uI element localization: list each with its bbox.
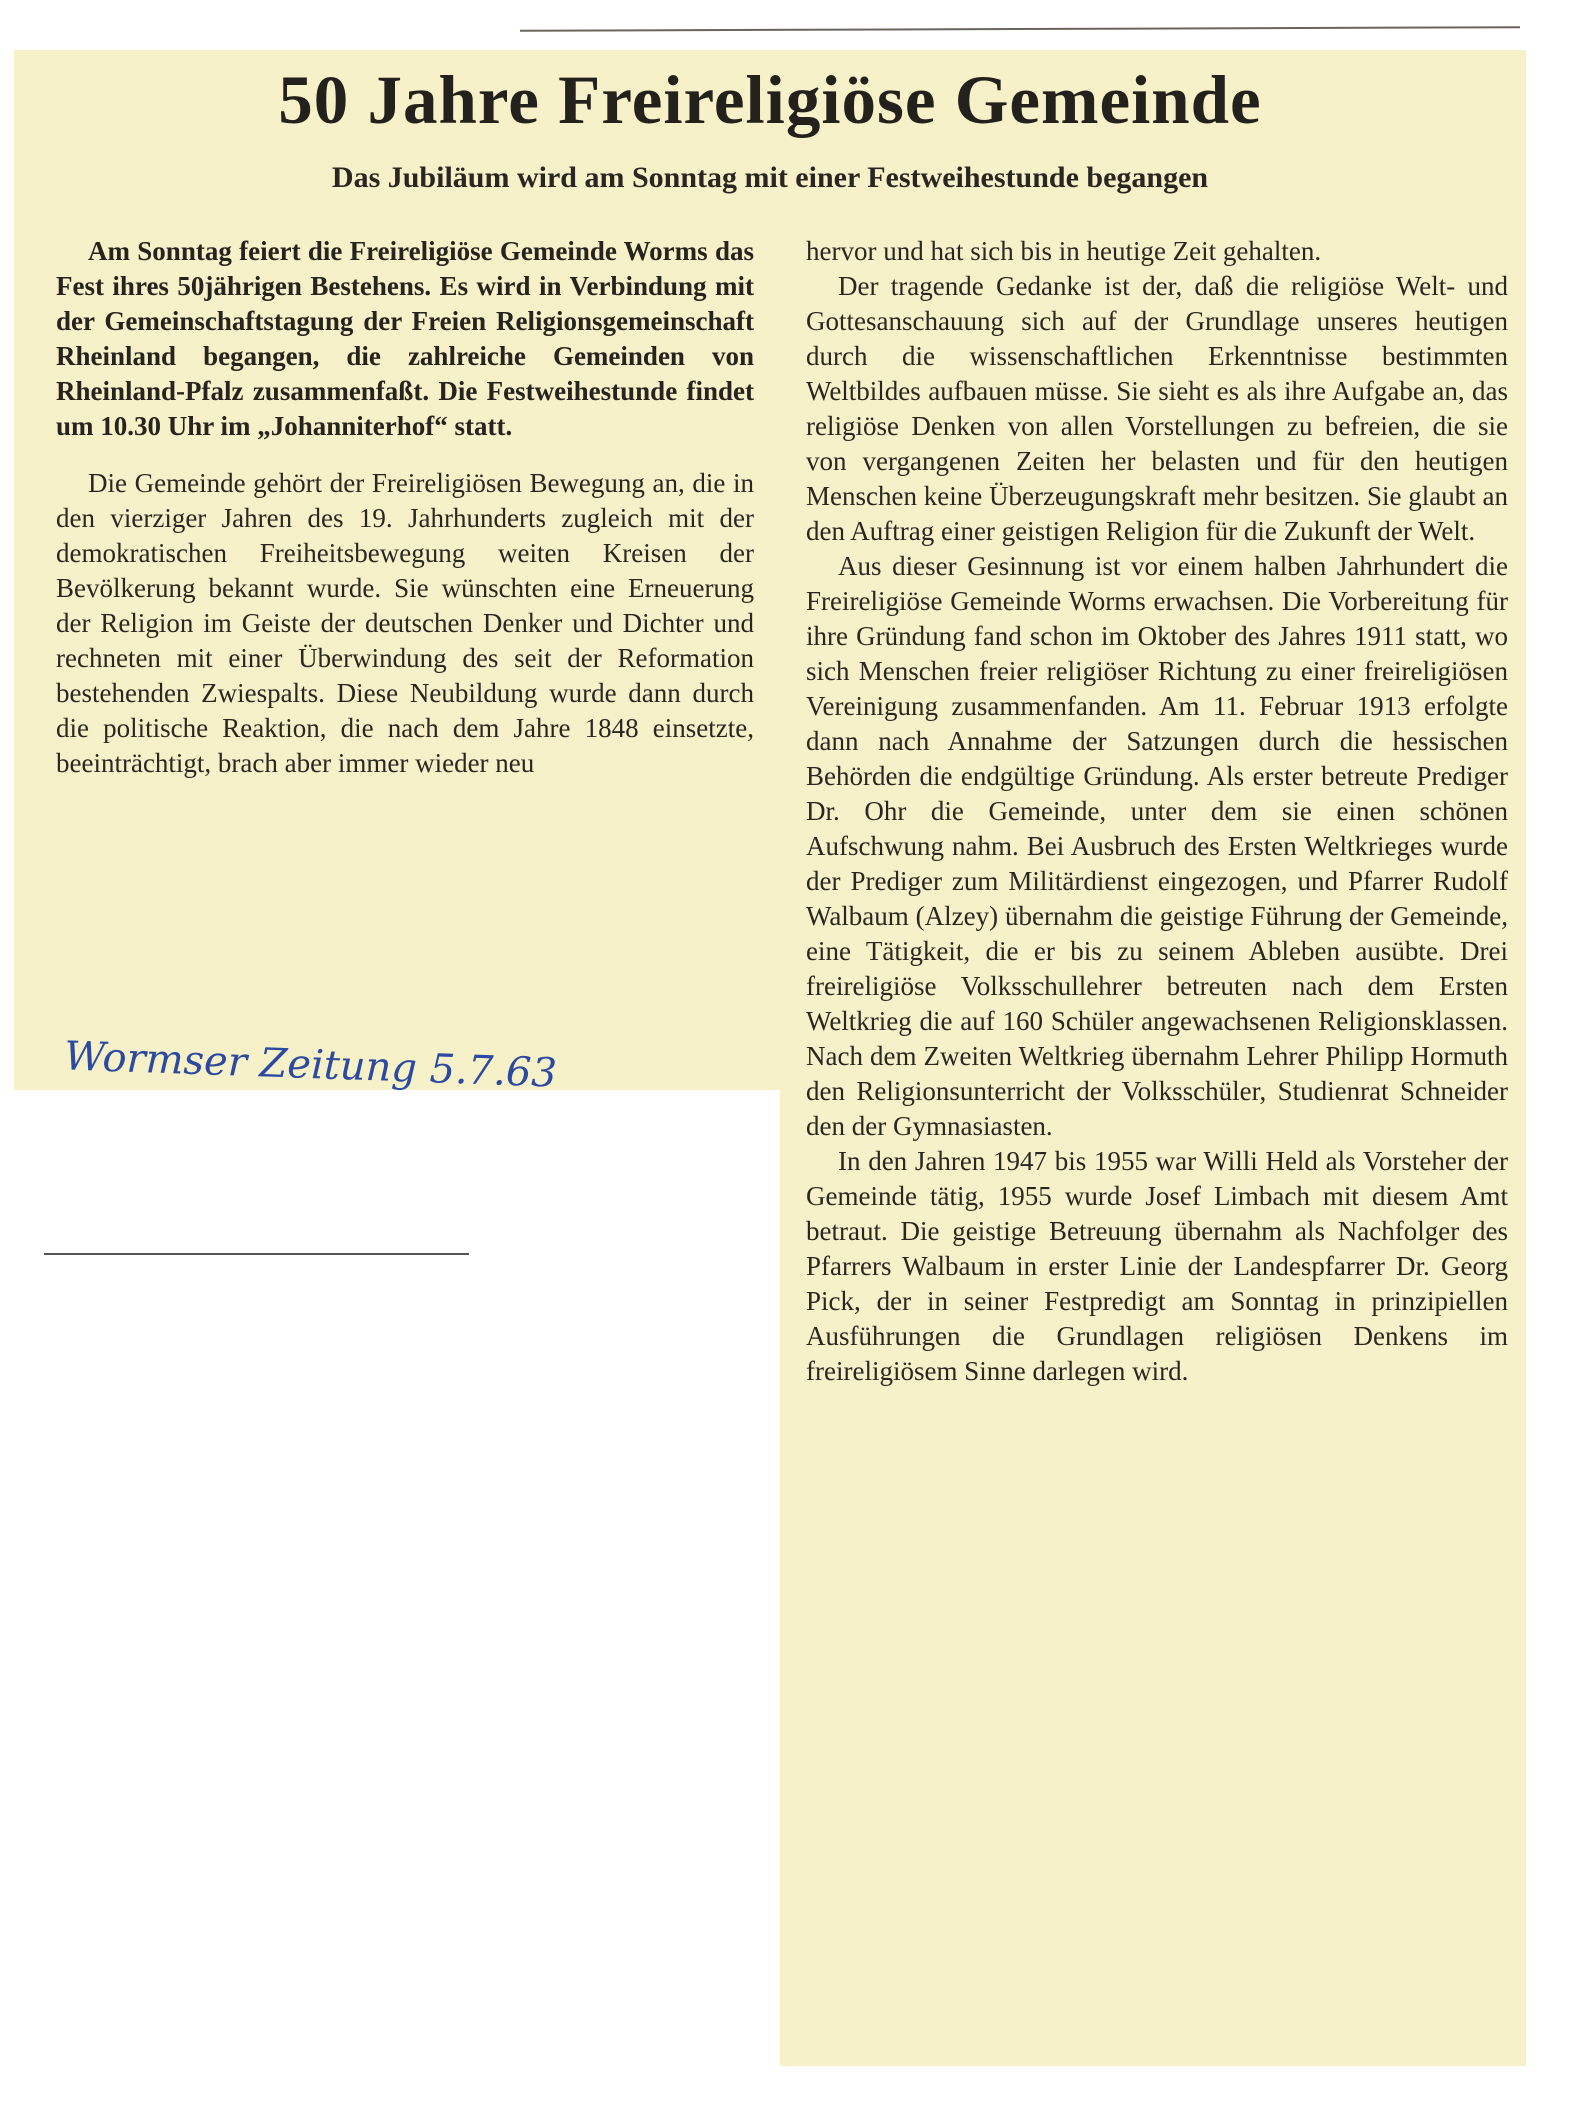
article-column-left <box>56 234 754 781</box>
article-paragraph: Die Gemeinde gehört der Freireligiösen Bewegung an, die in den vierziger Jahren des 19. Jahrhunderts zugleich mit der demokratischen Freiheitsbewegung weiten Kreisen der Bevölkerung bekannt wurde. Sie wünschten eine Erneuerung der Religion im Geiste der deutschen Denker und Dichter und rechneten mit einer Überwindung des seit der Reformation bestehenden Zwiespalts. Diese Neubildung wurde dann durch die politische Reaktion, die nach dem Jahre 1848 einsetzte, beeinträchtigt, brach aber immer wieder neu <box>56 468 754 778</box>
article-paragraph: Der tragende Gedanke ist der, daß die religiöse Welt- und Gottesanschauung sich auf der Grundlage unseres heutigen durch die wissenschaftlichen Erkenntnisse bestimmten Weltbildes aufbauen müsse. Sie sieht es als ihre Aufgabe an, das religiöse Denken von allen Vorstellungen zu befreien, die sie von vergangenen Zeiten her belasten und für den heutigen Menschen keine Überzeugungskraft mehr besitzen. Sie glaubt an den Auftrag einer geistigen Religion für die Zukunft der Welt. <box>806 271 1508 546</box>
article-paragraph: In den Jahren 1947 bis 1955 war Willi Held als Vorsteher der Gemeinde tätig, 1955 wurde Josef Limbach mit diesem Amt betraut. Die geistige Betreuung übernahm als Nachfolger des Pfarrers Walbaum in erster Linie der Landespfarrer Dr. Georg Pick, der in seiner Festpredigt am Sonntag in prinzipiellen Ausführungen die Grundlagen religiösen Denkens im freireligiösem Sinne darlegen wird. <box>806 1146 1508 1386</box>
article-paragraph: Aus dieser Gesinnung ist vor einem halben Jahrhundert die Freireligiöse Gemeinde Worms erwachsen. Die Vorbereitung für ihre Gründung fand schon im Oktober des Jahres 1911 statt, wo sich Menschen freier religiöser Richtung zu einer freireligiösen Vereinigung zusammenfanden. Am 11. Februar 1913 erfolgte dann nach Annahme der Satzungen durch die hessischen Behörden die endgültige Gründung. Als erster betreute Prediger Dr. Ohr die Gemeinde, unter dem sie einen schönen Aufschwung nahm. Bei Ausbruch des Ersten Weltkrieges wurde der Prediger zum Militärdienst eingezogen, und Pfarrer Rudolf Walbaum (Alzey) übernahm die geistige Führung der Gemeinde, eine Tätigkeit, die er bis zu seinem Ableben ausübte. Drei freireligiöse Volksschullehrer betreuten nach dem Ersten Weltkrieg die auf 160 Schüler angewachsenen Religionsklassen. Nach dem Zweiten Weltkrieg übernahm Lehrer Philipp Hormuth den Religionsunterricht der Volksschüler, Studienrat Schneider den der Gymnasiasten. <box>806 551 1508 1141</box>
article-lead: Am Sonntag feiert die Freireligiöse Gemeinde Worms das Fest ihres 50jährigen Bestehens. Es wird in Verbindung mit der Gemeinschaftstagung der Freien Religionsgemeinschaft Rheinland begangen, die zahlreiche Gemeinden von Rheinland-Pfalz zusammenfaßt. Die Festweihestunde findet um 10.30 Uhr im „Johanniterhof“ statt. <box>56 236 754 441</box>
top-rule-divider <box>520 26 1520 31</box>
article-paragraph-continuation: hervor und hat sich bis in heutige Zeit gehalten. <box>806 236 1322 266</box>
handwritten-source-note: Wormser Zeitung 5.7.63 <box>63 1033 558 1097</box>
cut-line-divider <box>44 1253 469 1255</box>
article-column-right <box>806 234 1508 1389</box>
article-subheadline: Das Jubiläum wird am Sonntag mit einer Festweihestunde begangen <box>331 161 1209 194</box>
article-headline: 50 Jahre Freireligiöse Gemeinde <box>278 62 1262 138</box>
